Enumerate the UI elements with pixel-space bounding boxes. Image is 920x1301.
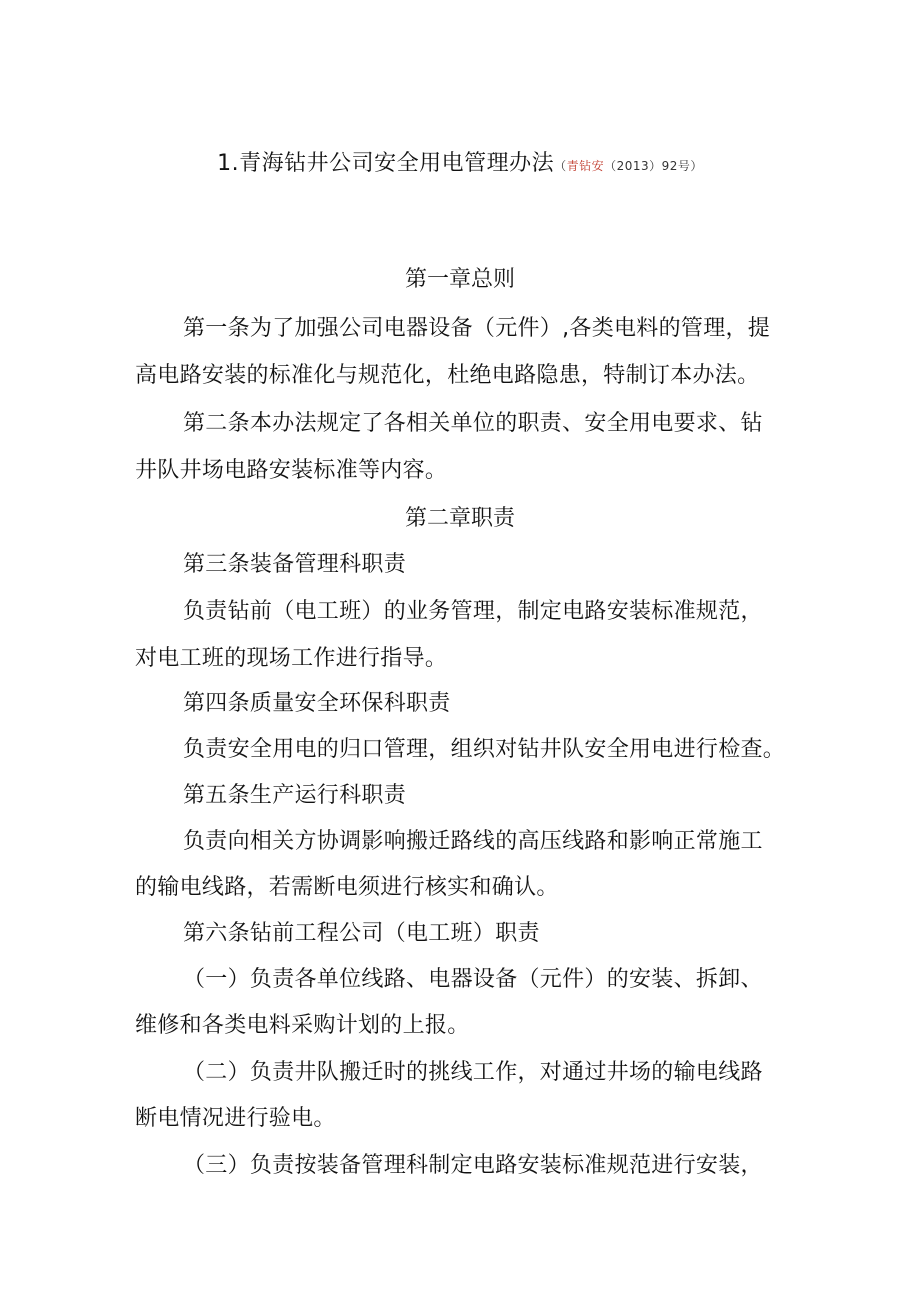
document-title bbox=[0, 146, 920, 177]
article-6-title: 第六条钻前工程公司（电工班）职责 bbox=[183, 921, 540, 946]
article-5-line-2: 的输电线路，若需断电须进行核实和确认。 bbox=[135, 875, 559, 900]
article-2-line-2: 井队井场电路安装标准等内容。 bbox=[135, 458, 448, 483]
title-main: 1.青海钻井公司安全用电管理办法 bbox=[217, 151, 555, 176]
article-3-line-2: 对电工班的现场工作进行指导。 bbox=[135, 646, 448, 671]
chapter-2-heading: 第二章职责 bbox=[404, 506, 515, 531]
article-6-item-1-line-2: 维修和各类电料采购计划的上报。 bbox=[135, 1013, 470, 1038]
article-6-item-2-line-1: （二）负责井队搬迁时的挑线工作，对通过井场的输电线路 bbox=[183, 1060, 763, 1085]
document-number: （青钻安（2013）92号） bbox=[554, 159, 703, 173]
article-4-title: 第四条质量安全环保科职责 bbox=[183, 691, 451, 716]
article-5-title: 第五条生产运行科职责 bbox=[183, 783, 407, 808]
article-3-title: 第三条装备管理科职责 bbox=[183, 552, 407, 577]
article-6-item-2-line-2: 断电情况进行验电。 bbox=[135, 1106, 336, 1131]
article-1-line-1: 第一条为了加强公司电器设备（元件）,各类电料的管理，提 bbox=[183, 316, 771, 341]
article-5-line-1: 负责向相关方协调影响搬迁路线的高压线路和影响正常施工 bbox=[183, 829, 763, 854]
article-2-line-1: 第二条本办法规定了各相关单位的职责、安全用电要求、钻 bbox=[183, 411, 763, 436]
article-4-line-1: 负责安全用电的归口管理，组织对钻井队安全用电进行检查。 bbox=[183, 737, 786, 762]
article-3-line-1: 负责钻前（电工班）的业务管理，制定电路安装标准规范， bbox=[183, 599, 763, 624]
article-1-line-2: 高电路安装的标准化与规范化，杜绝电路隐患，特制订本办法。 bbox=[135, 363, 760, 388]
article-6-item-3-line-1: （三）负责按装备管理科制定电路安装标准规范进行安装， bbox=[183, 1153, 763, 1178]
chapter-1-heading: 第一章总则 bbox=[404, 267, 515, 292]
article-6-item-1-line-1: （一）负责各单位线路、电器设备（元件）的安装、拆卸、 bbox=[183, 967, 763, 992]
